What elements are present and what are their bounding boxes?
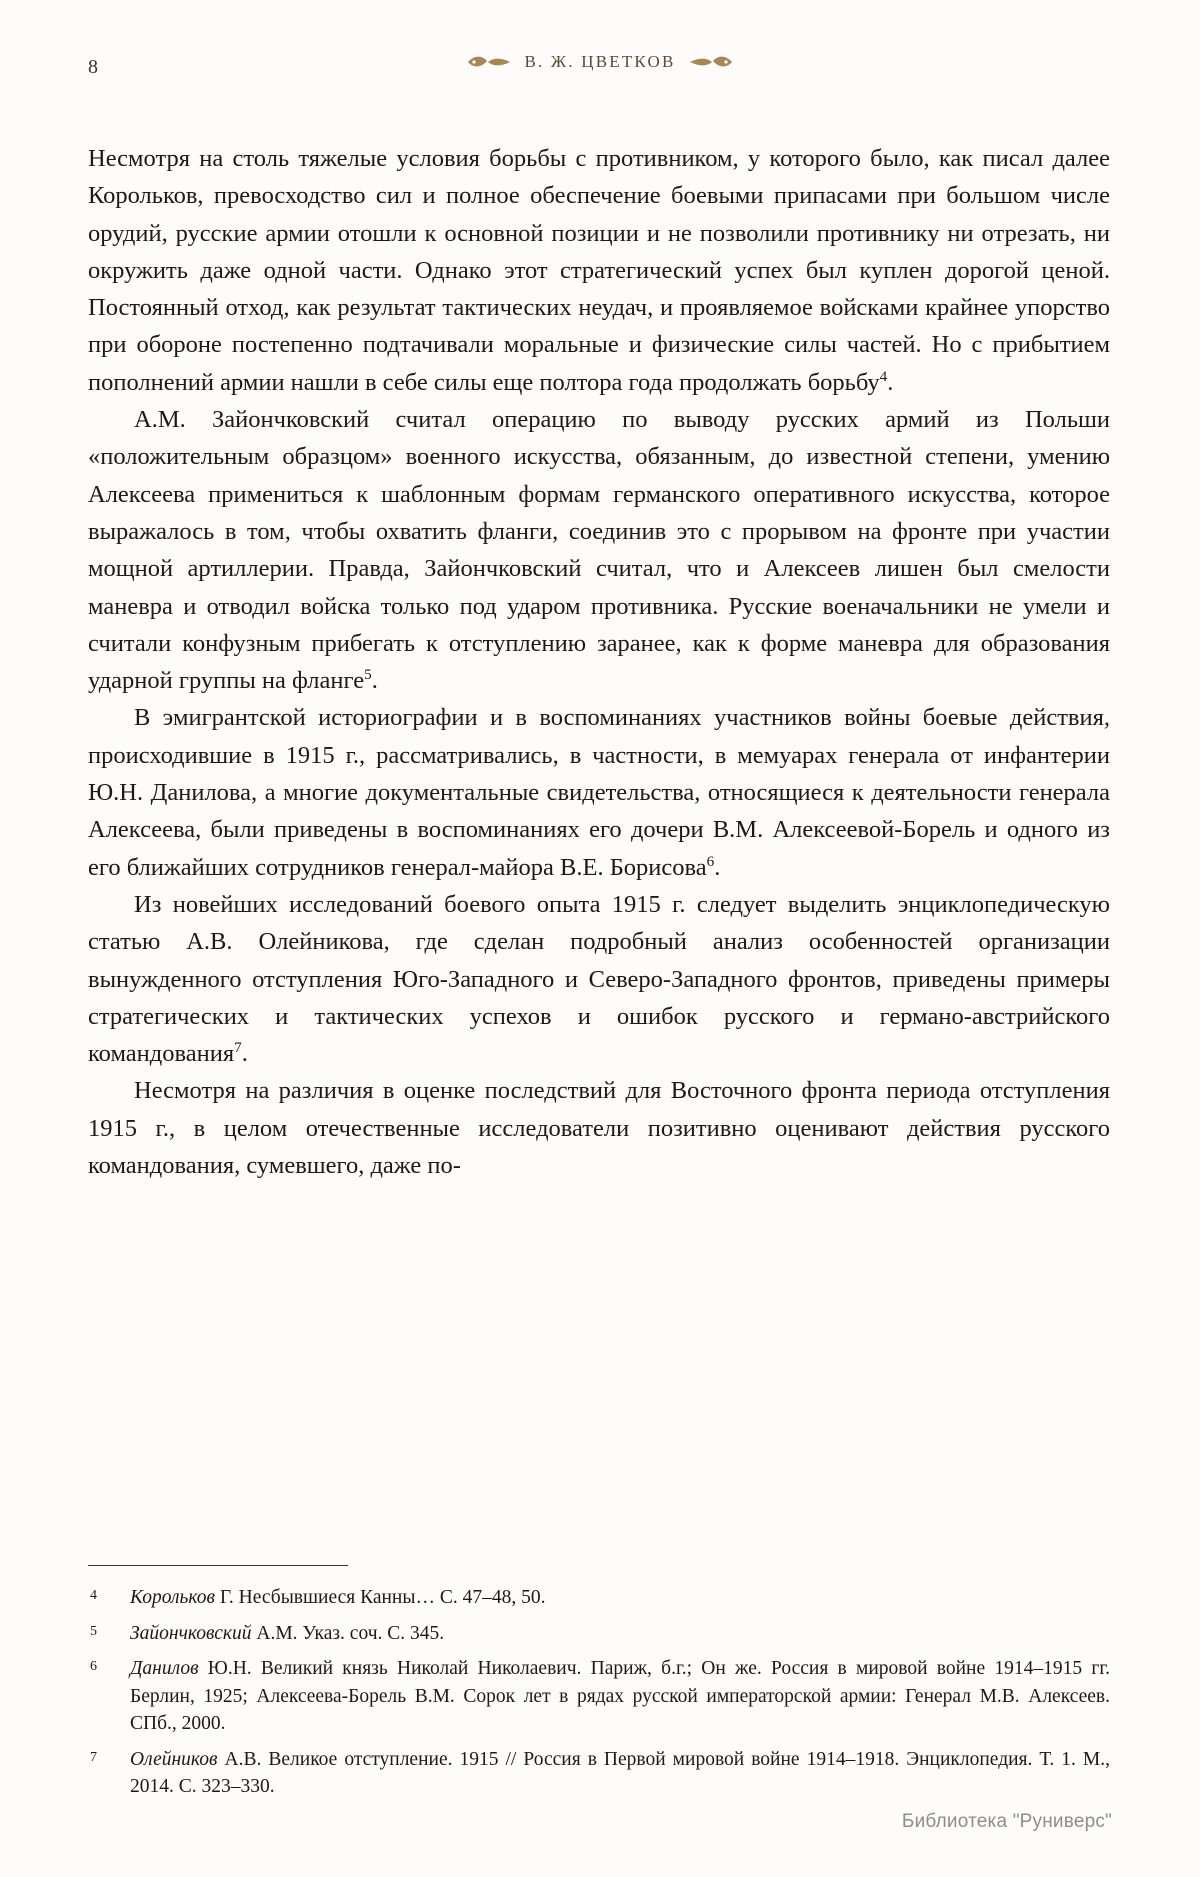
footnote-author: Корольков <box>130 1587 215 1608</box>
footnote-text: А.В. Великое отступление. 1915 // Россия в Первой мировой войне 1914–1918. Энциклопедия. Т. 1. М., 2014. С. 323–330. <box>130 1748 1110 1797</box>
footnote-text: Г. Несбывшиеся Канны… С. 47–48, 50. <box>214 1587 546 1608</box>
footnote-author: Данилов <box>130 1658 199 1679</box>
footnote-item <box>88 1746 1110 1801</box>
paragraph-2-text: А.М. Зайончковский считал операцию по выводу русских армий из Польши «положительным образцом» военного искусства, обязанным, до известной степени, умению Алексеева примениться к шаблонным формам германского оперативного искусства, которое выражалось в том, чтобы охватить фланги, соединив это с прорывом на фронте при участии мощной артиллерии. Правда, Зайончковский считал, что и Алексеев лишен был смелости маневра и отводил войска только под ударом противника. Русские военачальники не умели и считали конфузным прибегать к отступлению заранее, как к форме маневра для образования ударной группы на фланге <box>88 406 1110 695</box>
footnote-number: 5 <box>90 1623 97 1639</box>
page-number: 8 <box>88 56 98 78</box>
footnote-number: 6 <box>90 1659 97 1674</box>
running-head-title: В. Ж. ЦВЕТКОВ <box>524 52 676 71</box>
paragraph-1 <box>88 140 1110 401</box>
paragraph-3-tail: . <box>714 853 721 881</box>
paragraph-2-tail: . <box>371 667 378 695</box>
footnote-item <box>88 1655 1110 1738</box>
footnotes-block <box>88 1565 1110 1809</box>
footnote-ref-4[interactable]: 4 <box>879 367 888 385</box>
paragraph-1-text: Несмотря на столь тяжелые условия борьбы с противником, у которого было, как писал далее Корольков, превосходство сил и полное обеспечение боевыми припасами при большом числе орудий, русские армии отошли к основной позиции и не позволили противнику ни отрезать, ни окружить даже одной части. Однако этот стратегический успех был куплен дорогой ценой. Постоянный отход, как результат тактических неудач, и проявляемое войсками крайнее упорство при обороне постепенно подтачивали моральные и физические силы частей. Но с прибытием пополнений армии нашли в себе силы еще полтора года продолжать борьбу <box>88 145 1110 396</box>
left-flourish-ornament <box>466 53 512 71</box>
paragraph-5-text: Несмотря на различия в оценке последствий для Восточного фронта периода отступления 1915 г., в целом отечественные исследователи позитивно оценивают действия русского командования, сумевшего, даже по- <box>88 1077 1110 1180</box>
paragraph-5 <box>88 1072 1110 1184</box>
footnote-author: Олейников <box>130 1748 218 1770</box>
footnote-ref-6[interactable]: 6 <box>706 852 715 870</box>
body-text <box>88 140 1110 1184</box>
footnote-item <box>88 1620 1110 1648</box>
footnote-number: 7 <box>90 1749 97 1765</box>
paragraph-4-tail: . <box>241 1040 248 1068</box>
footnote-text: А.М. Указ. соч. С. 345. <box>251 1622 445 1644</box>
footnote-author: Зайончковский <box>130 1622 252 1644</box>
paragraph-3-text: В эмигрантской историографии и в воспоминаниях участников войны боевые действия, происходившие в 1915 г., рассматривались, в частности, в мемуарах генерала от инфантерии Ю.Н. Данилова, а многие документальные свидетельства, относящиеся к деятельности генерала Алексеева, были приведены в воспоминаниях его дочери В.М. Алексеевой-Борель и одного из его ближайших сотрудников генерал-майора В.Е. Борисова <box>88 704 1110 881</box>
footnote-text: Ю.Н. Великий князь Николай Николаевич. Париж, б.г.; Он же. Россия в мировой войне 1914–1915 гг. Берлин, 1925; Алексеева-Борель В.М. Сорок лет в рядах русской императорской армии: Генерал М.В. Алексеев. СПб., 2000. <box>130 1658 1110 1734</box>
library-watermark: Библиотека "Руниверс" <box>901 1811 1112 1832</box>
right-flourish-ornament <box>688 53 734 71</box>
footnote-item <box>88 1584 1110 1612</box>
footnote-ref-7[interactable]: 7 <box>234 1038 242 1056</box>
footnote-ref-5[interactable]: 5 <box>364 666 372 683</box>
paragraph-1-tail: . <box>887 368 894 396</box>
footnote-number: 4 <box>90 1588 97 1603</box>
footnote-separator-rule <box>88 1565 348 1566</box>
paragraph-4 <box>88 886 1110 1072</box>
paragraph-3 <box>88 699 1110 885</box>
running-head <box>0 52 1200 92</box>
running-head-center <box>0 52 1200 76</box>
paragraph-2 <box>88 401 1110 699</box>
paragraph-4-text: Из новейших исследований боевого опыта 1915 г. следует выделить энциклопедическую статью А.В. Олейникова, где сделан подробный анализ особенностей организации вынужденного отступления Юго-Западного и Северо-Западного фронтов, приведены примеры стратегических и тактических успехов и ошибок русского и германо-австрийского командования <box>88 890 1110 1068</box>
